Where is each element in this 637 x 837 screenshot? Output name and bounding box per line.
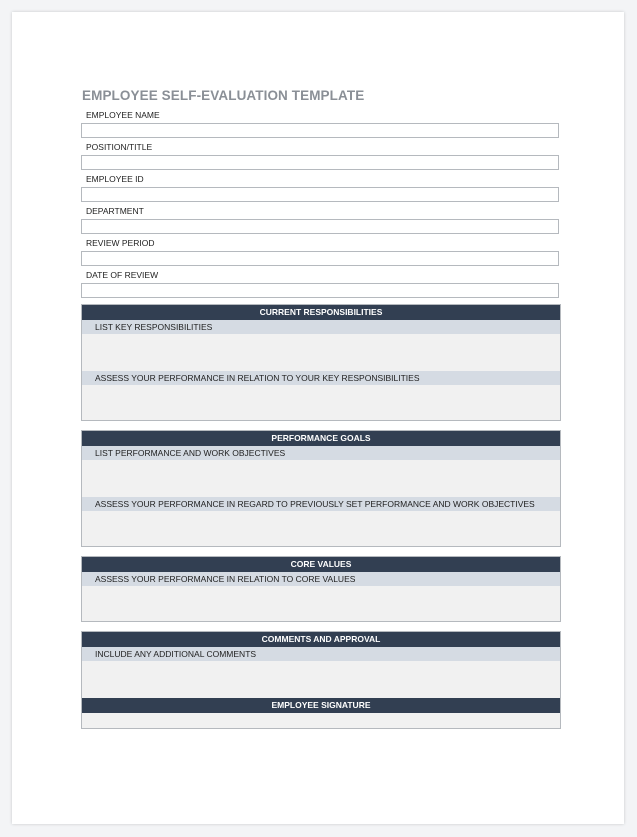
field-label: REVIEW PERIOD	[86, 238, 155, 248]
field-label: EMPLOYEE ID	[86, 174, 144, 184]
document-title: EMPLOYEE SELF-EVALUATION TEMPLATE	[82, 88, 365, 103]
review-period-input[interactable]	[81, 251, 559, 266]
review-period-field	[81, 238, 559, 266]
objectives-assessment-input[interactable]	[82, 511, 560, 546]
performance-goals-section	[81, 430, 561, 547]
section-row-label: ASSESS YOUR PERFORMANCE IN RELATION TO CORE VALUES	[82, 572, 560, 586]
employee-id-input[interactable]	[81, 187, 559, 202]
employee-id-field	[81, 174, 559, 202]
comments-and-approval-section	[81, 631, 561, 729]
position-title-field	[81, 142, 559, 170]
position-title-input[interactable]	[81, 155, 559, 170]
section-header: COMMENTS AND APPROVAL	[82, 632, 560, 647]
date-of-review-input[interactable]	[81, 283, 559, 298]
section-header: CURRENT RESPONSIBILITIES	[82, 305, 560, 320]
key-responsibilities-input[interactable]	[82, 334, 560, 371]
field-label: POSITION/TITLE	[86, 142, 153, 152]
field-label: DATE OF REVIEW	[86, 270, 159, 280]
section-row-label: LIST KEY RESPONSIBILITIES	[82, 320, 560, 334]
employee-name-input[interactable]	[81, 123, 559, 138]
section-row-label: LIST PERFORMANCE AND WORK OBJECTIVES	[82, 446, 560, 460]
document-page	[12, 12, 624, 824]
core-values-assessment-input[interactable]	[82, 586, 560, 621]
work-objectives-input[interactable]	[82, 460, 560, 497]
section-row-label: INCLUDE ANY ADDITIONAL COMMENTS	[82, 647, 560, 661]
employee-name-field	[81, 110, 559, 138]
field-label: EMPLOYEE NAME	[86, 110, 160, 120]
section-row-label: ASSESS YOUR PERFORMANCE IN RELATION TO YOUR KEY RESPONSIBILITIES	[82, 371, 560, 385]
department-input[interactable]	[81, 219, 559, 234]
responsibilities-assessment-input[interactable]	[82, 385, 560, 420]
field-label: DEPARTMENT	[86, 206, 144, 216]
section-row-label: ASSESS YOUR PERFORMANCE IN REGARD TO PREVIOUSLY SET PERFORMANCE AND WORK OBJECTIVES	[82, 497, 560, 511]
date-of-review-field	[81, 270, 559, 298]
signature-header: EMPLOYEE SIGNATURE	[82, 698, 560, 713]
additional-comments-input[interactable]	[82, 661, 560, 698]
department-field	[81, 206, 559, 234]
section-header: PERFORMANCE GOALS	[82, 431, 560, 446]
core-values-section	[81, 556, 561, 622]
section-header: CORE VALUES	[82, 557, 560, 572]
employee-signature-input[interactable]	[82, 713, 560, 728]
current-responsibilities-section	[81, 304, 561, 421]
